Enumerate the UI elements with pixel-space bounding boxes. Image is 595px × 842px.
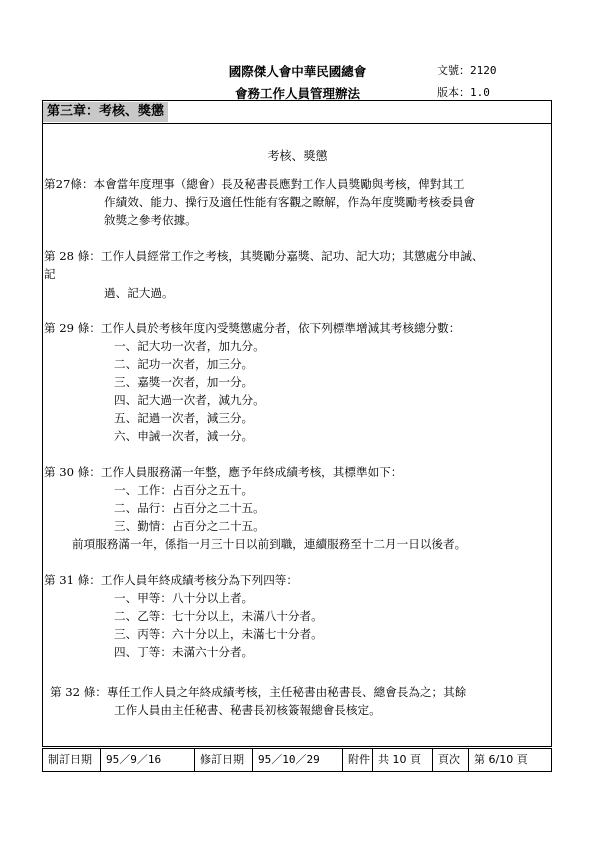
org-title: 國際傑人會中華民國總會 [228,64,367,79]
doc-number [437,62,497,78]
article-32-line-2: 工作人員由主任秘書、秘書長初核簽報總會長核定。 [114,703,381,717]
created-date-value: 95／9／16 [101,749,195,771]
list-item: 三、嘉獎一次者，加一分。 [114,375,254,389]
created-date-label: 制訂日期 [43,749,101,771]
attachment-label: 附件 [343,749,373,771]
article-31-line-1: 第 31 條：工作人員年終成績考核分為下列四等： [44,573,298,587]
article-30-note: 前項服務滿一年，係指一月三十日以前到職，連續服務至十二月一日以後者。 [72,537,467,551]
list-item: 一、記大功一次者，加九分。 [114,339,265,353]
list-item: 五、記過一次者，減三分。 [114,411,254,425]
article-29-line-1: 第 29 條：工作人員於考核年度內受獎懲處分者，依下列標準增減其考核總分數： [44,321,461,335]
article-30-line-1: 第 30 條：工作人員服務滿一年整，應予年終成績考核，其標準如下： [44,465,403,479]
page-number: 第 6/10 頁 [474,753,528,766]
version [437,84,490,100]
list-item: 六、申誡一次者，減一分。 [114,429,254,443]
article-32-line-1: 第 32 條：專任工作人員之年終成績考核，主任秘書由秘書長、總會長為之；其餘 [50,685,467,699]
list-item: 二、記功一次者，加三分。 [114,357,254,371]
list-item: 二、乙等：七十分以上，未滿八十分者。 [114,609,323,623]
article-28-line-1: 第 28 條：工作人員經常工作之考核，其獎勵分嘉獎、記功、記大功；其懲處分申誡、 [44,249,484,263]
article-27-line-3: 敘獎之參考依據。 [104,213,197,227]
doc-number-value: 2120 [470,64,497,77]
list-item: 三、勤情：占百分之二十五。 [114,519,265,533]
doc-number-label: 文號： [437,64,470,77]
page-label: 頁次 [433,749,469,771]
article-27-line-2: 作績效、能力、操行及適任性能有客觀之瞭解，作為年度獎勵考核委員會 [104,195,476,209]
version-label: 版本： [437,86,470,99]
revised-date-label: 修訂日期 [195,749,253,771]
chapter-heading: 第三章：考核、獎懲 [43,102,168,122]
list-item: 三、丙等：六十分以上，未滿七十分者。 [114,627,323,641]
footer-table [42,748,552,772]
list-item: 一、甲等：八十分以上者。 [114,591,254,605]
list-item: 四、記大過一次者，減九分。 [114,393,265,407]
version-value: 1.0 [470,86,490,99]
chapter-divider [42,123,552,124]
list-item: 二、品行：占百分之二十五。 [114,501,265,515]
article-28-line-2: 記 [44,267,56,281]
revised-date-value: 95／10／29 [253,749,343,771]
document-title: 會務工作人員管理辦法 [234,86,360,101]
article-27-line-1: 第27條：本會當年度理事（總會）長及秘書長應對工作人員獎勵與考核，俾對其工 [44,177,465,191]
list-item: 四、丁等：未滿六十分者。 [114,645,254,659]
article-28-line-3: 過、記大過。 [104,286,174,300]
list-item: 一、工作：占百分之五十。 [114,483,254,497]
attachment-value: 共 10 頁 [373,749,433,771]
section-title: 考核、獎懲 [267,149,328,163]
